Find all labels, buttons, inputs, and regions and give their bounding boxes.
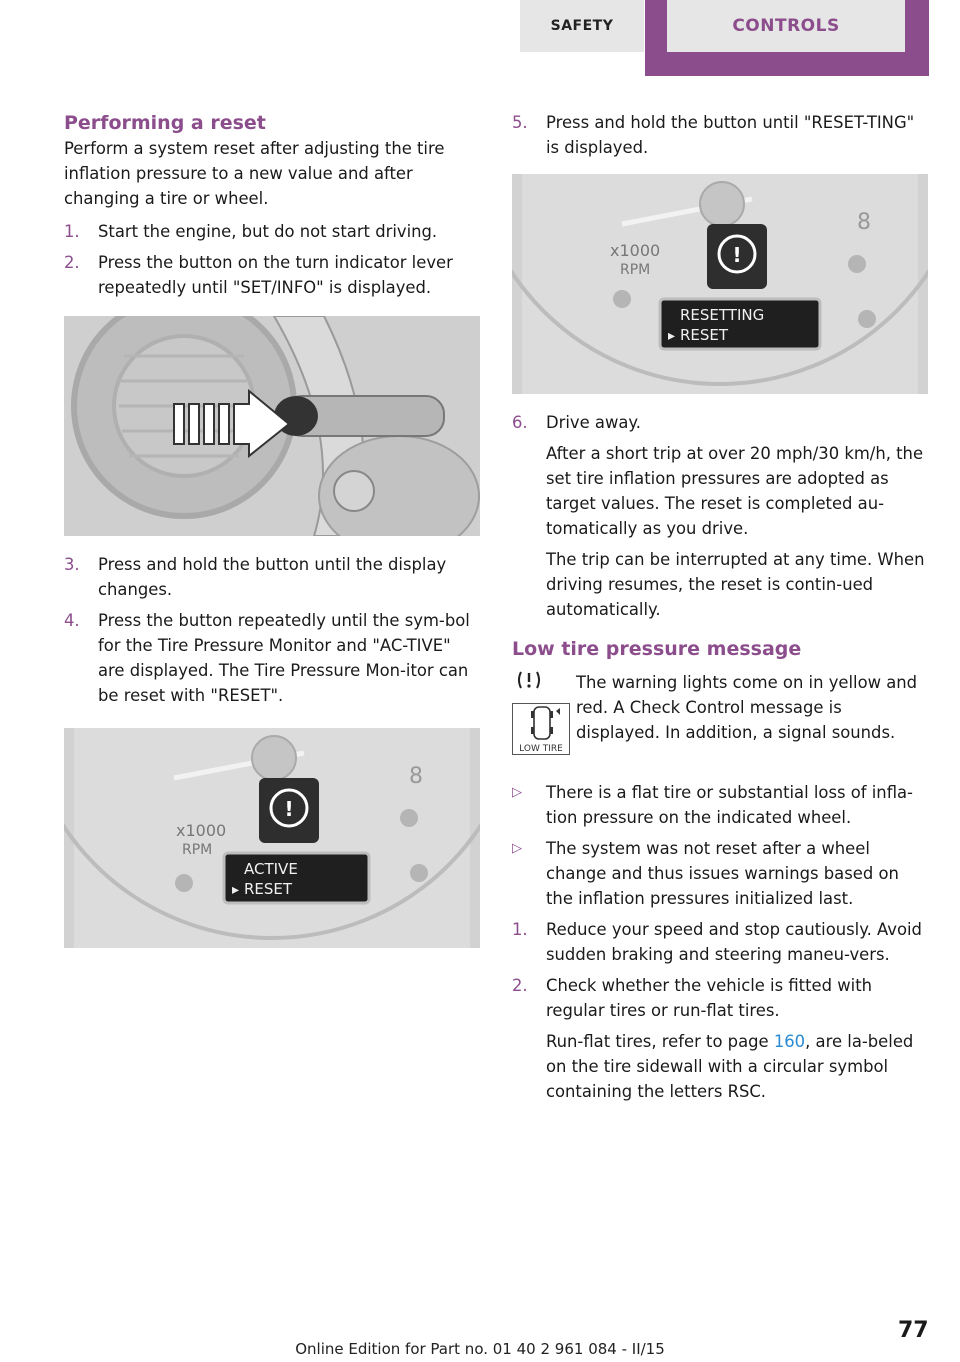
step-number: 2. (512, 976, 528, 995)
step-text: Drive away. (546, 413, 641, 432)
header-tab-controls[interactable]: CONTROLS (667, 0, 905, 52)
tire-pressure-warning-icon (516, 670, 542, 697)
svg-text:!: ! (284, 797, 294, 821)
display-line-active: ACTIVE (244, 860, 298, 878)
step-4 (64, 608, 482, 708)
page-number: 77 (898, 1318, 929, 1343)
header-tab-safety[interactable]: SAFETY (520, 0, 644, 52)
bullet-2 (512, 836, 930, 911)
right-column (512, 110, 930, 1110)
step-text: Reduce your speed and stop cautiously. Avoid sudden braking and steering maneu-vers. (546, 920, 922, 964)
step-low-1 (512, 917, 930, 967)
step-2 (64, 250, 482, 300)
low-tire-icon-label: LOW TIRE (519, 744, 563, 754)
svg-text:▸: ▸ (668, 328, 676, 344)
step-number: 2. (64, 253, 80, 272)
footer-edition: Online Edition for Part no. 01 40 2 961 084 - II/15 (295, 1340, 665, 1358)
runflat-text-pre: Run-flat tires, refer to page (546, 1032, 774, 1051)
tachometer-active-image (64, 728, 480, 948)
step-number: 3. (64, 555, 80, 574)
rpm-label-a: x1000 (610, 241, 661, 260)
runflat-text (546, 1029, 930, 1104)
bullet-text: The system was not reset after a wheel change and thus issues warnings based on the inflation pressures initialized last. (546, 839, 899, 908)
rpm-label-b: RPM (620, 262, 651, 278)
step-number: 1. (64, 222, 80, 241)
warning-text: The warning lights come on in yellow and red. A Check Control message is displayed. In addition, a signal sounds. (576, 673, 918, 742)
step-text: Press and hold the button until "RESET-TING" is displayed. (546, 113, 915, 157)
bullet-1 (512, 780, 930, 830)
bullet-text: There is a flat tire or substantial loss of infla-tion pressure on the indicated wheel. (546, 783, 913, 827)
step-number: 5. (512, 113, 528, 132)
step-text: Start the engine, but do not start driving. (98, 222, 438, 241)
left-column (64, 110, 482, 964)
step-1 (64, 219, 482, 244)
section-heading-low-tire: Low tire pressure message (512, 638, 802, 660)
rpm-label-a: x1000 (176, 821, 227, 840)
step-6 (512, 410, 930, 622)
svg-text:8: 8 (409, 764, 423, 789)
step-text: Press and hold the button until the display changes. (98, 555, 447, 599)
step-text: Check whether the vehicle is fitted with regular tires or run-flat tires. (546, 976, 873, 1020)
svg-text:!: ! (732, 243, 742, 267)
triangle-bullet-icon: ▷ (512, 785, 522, 800)
step-3 (64, 552, 482, 602)
step-detail: The trip can be interrupted at any time. When driving resumes, the reset is contin-ued automatically. (546, 550, 925, 619)
display-line-resetting: RESETTING (680, 306, 765, 324)
svg-text:8: 8 (857, 210, 871, 235)
tachometer-resetting-image (512, 174, 928, 394)
step-low-2 (512, 973, 930, 1104)
step-number: 4. (64, 611, 80, 630)
step-text: Press the button repeatedly until the sym-bol for the Tire Pressure Monitor and "AC-TIVE" are displayed. The Tire Pressure Mon-itor can be reset with "RESET". (98, 611, 470, 705)
turn-indicator-lever-image (64, 316, 480, 536)
triangle-bullet-icon: ▷ (512, 841, 522, 856)
low-tire-car-icon (512, 703, 570, 762)
low-tire-warning (512, 670, 930, 762)
step-number: 1. (512, 920, 528, 939)
page-link-160[interactable]: 160 (773, 1032, 806, 1051)
svg-text:▸: ▸ (232, 882, 240, 898)
step-detail: After a short trip at over 20 mph/30 km/h, the set tire inflation pressures are adopted as target values. The reset is completed au-tomatically as you drive. (546, 444, 924, 538)
section-heading-reset: Performing a reset (64, 112, 266, 134)
runflat-text-post: , are la-beled on the tire sidewall with a circular symbol containing the letters RSC. (546, 1032, 914, 1101)
step-number: 6. (512, 413, 528, 432)
intro-text: Perform a system reset after adjusting the tire inflation pressure to a new value and after changing a tire or wheel. (64, 139, 445, 208)
step-5 (512, 110, 930, 160)
display-line-reset: RESET (244, 880, 293, 898)
display-line-reset: RESET (680, 326, 729, 344)
rpm-label-b: RPM (182, 842, 213, 858)
step-text: Press the button on the turn indicator lever repeatedly until "SET/INFO" is displayed. (98, 253, 453, 297)
